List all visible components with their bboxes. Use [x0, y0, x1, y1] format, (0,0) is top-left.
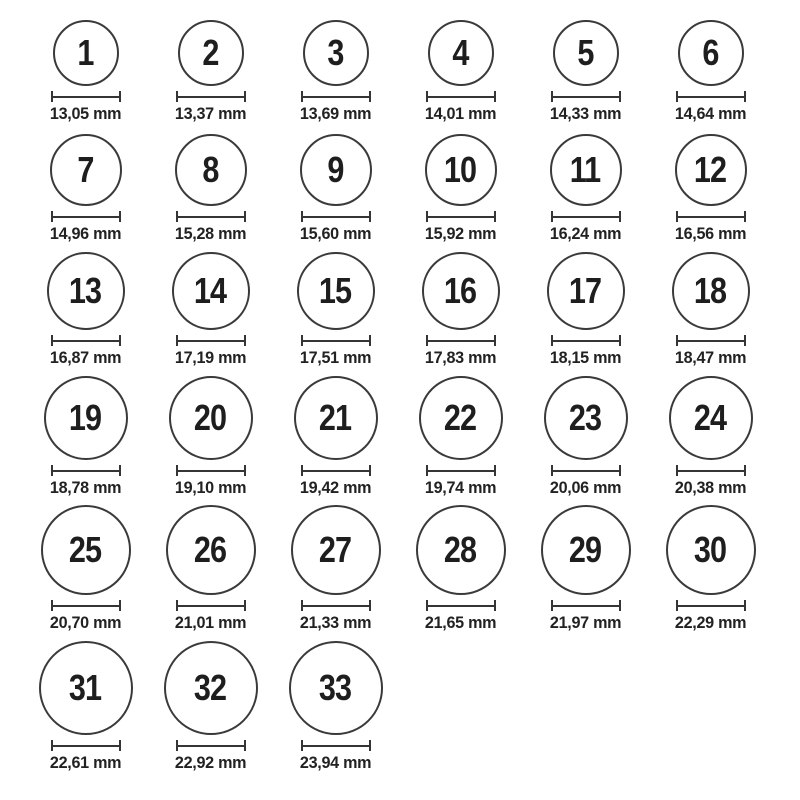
ring-size-number: 24: [694, 397, 727, 438]
ring-diameter-label: 17,83 mm: [424, 348, 497, 367]
diameter-ruler-icon: [51, 600, 121, 611]
ruler-line: [553, 216, 619, 218]
ring-circle: [39, 641, 133, 735]
ring-circle: [41, 505, 131, 595]
ring-size-number: 18: [694, 270, 727, 311]
diameter-ruler-icon: [176, 465, 246, 476]
ring-size-cell: [648, 498, 773, 633]
chart-row: [23, 498, 800, 633]
ring-circle: [294, 376, 378, 460]
chart-row: [23, 124, 800, 244]
ring-size-number: 28: [444, 529, 477, 570]
ring-size-number: 16: [444, 270, 477, 311]
ring-circle: [422, 252, 500, 330]
diameter-ruler-icon: [551, 91, 621, 102]
ring-diameter-label: 21,65 mm: [424, 613, 497, 632]
ring-diameter-label: 19,74 mm: [424, 478, 497, 497]
ring-size-cell: [273, 244, 398, 368]
ruler-line: [553, 96, 619, 98]
ring-circle: [666, 505, 756, 595]
ring-circle: [289, 641, 383, 735]
ring-circle: [416, 505, 506, 595]
ring-diameter-label: 13,05 mm: [49, 104, 122, 123]
ring-size-cell: [648, 368, 773, 498]
ruler-line: [428, 96, 494, 98]
ring-size-number: 33: [319, 667, 352, 708]
ring-circle: [50, 134, 122, 206]
ring-size-cell: [23, 498, 148, 633]
diameter-ruler-icon: [676, 335, 746, 346]
ring-diameter-label: 19,10 mm: [174, 478, 247, 497]
ring-size-cell: [648, 244, 773, 368]
chart-row: [23, 633, 800, 773]
ring-size-cell: [23, 244, 148, 368]
ring-diameter-label: 21,97 mm: [549, 613, 622, 632]
diameter-ruler-icon: [176, 335, 246, 346]
ring-size-number: 19: [69, 397, 102, 438]
ring-size-number: 29: [569, 529, 602, 570]
ring-circle: [169, 376, 253, 460]
ring-size-number: 13: [69, 270, 102, 311]
diameter-ruler-icon: [426, 335, 496, 346]
ring-size-number: 20: [194, 397, 227, 438]
diameter-ruler-icon: [301, 91, 371, 102]
ring-size-number: 27: [319, 529, 352, 570]
ring-size-cell: [398, 244, 523, 368]
ring-size-cell: [148, 633, 273, 773]
diameter-ruler-icon: [676, 465, 746, 476]
diameter-ruler-icon: [301, 600, 371, 611]
ring-circle: [428, 20, 494, 86]
ring-diameter-label: 23,94 mm: [299, 753, 372, 772]
chart-row: [23, 244, 800, 368]
ring-size-cell: [23, 0, 148, 124]
ruler-line: [428, 340, 494, 342]
ring-circle: [425, 134, 497, 206]
ring-size-number: 15: [319, 270, 352, 311]
diameter-ruler-icon: [301, 740, 371, 751]
ring-circle: [53, 20, 119, 86]
ring-size-number: 26: [194, 529, 227, 570]
ring-diameter-label: 15,92 mm: [424, 224, 497, 243]
ring-size-cell: [398, 368, 523, 498]
ruler-line: [53, 216, 119, 218]
ruler-line: [553, 605, 619, 607]
ring-diameter-label: 20,06 mm: [549, 478, 622, 497]
ruler-line: [53, 96, 119, 98]
ring-size-number: 1: [77, 32, 94, 73]
ruler-line: [678, 605, 744, 607]
diameter-ruler-icon: [51, 91, 121, 102]
ring-circle: [544, 376, 628, 460]
ring-size-number: 6: [702, 32, 719, 73]
ruler-line: [178, 605, 244, 607]
ruler-line: [428, 605, 494, 607]
ruler-line: [303, 745, 369, 747]
ring-circle: [547, 252, 625, 330]
ring-size-cell: [23, 633, 148, 773]
ring-size-number: 23: [569, 397, 602, 438]
chart-row: [23, 368, 800, 498]
ruler-line: [53, 745, 119, 747]
ring-diameter-label: 20,70 mm: [49, 613, 122, 632]
ring-size-cell: [273, 0, 398, 124]
ring-circle: [44, 376, 128, 460]
ring-size-cell: [148, 0, 273, 124]
ring-diameter-label: 16,87 mm: [49, 348, 122, 367]
ring-size-number: 5: [577, 32, 594, 73]
ring-size-cell: [648, 0, 773, 124]
ring-circle: [164, 641, 258, 735]
diameter-ruler-icon: [426, 211, 496, 222]
ring-size-number: 9: [327, 149, 344, 190]
ring-circle: [541, 505, 631, 595]
ring-circle: [553, 20, 619, 86]
ring-diameter-label: 13,69 mm: [299, 104, 372, 123]
ruler-line: [178, 216, 244, 218]
ring-size-number: 25: [69, 529, 102, 570]
diameter-ruler-icon: [51, 465, 121, 476]
ring-size-cell: [523, 0, 648, 124]
diameter-ruler-icon: [426, 465, 496, 476]
ring-diameter-label: 15,28 mm: [174, 224, 247, 243]
ring-diameter-label: 18,15 mm: [549, 348, 622, 367]
ring-size-cell: [148, 498, 273, 633]
diameter-ruler-icon: [551, 211, 621, 222]
ring-circle: [178, 20, 244, 86]
ring-size-cell: [273, 498, 398, 633]
ring-size-number: 21: [319, 397, 352, 438]
ring-circle: [675, 134, 747, 206]
ring-circle: [300, 134, 372, 206]
ring-size-number: 2: [202, 32, 219, 73]
ring-circle: [172, 252, 250, 330]
ring-circle: [47, 252, 125, 330]
ring-size-cell: [23, 368, 148, 498]
diameter-ruler-icon: [301, 211, 371, 222]
diameter-ruler-icon: [51, 211, 121, 222]
diameter-ruler-icon: [676, 600, 746, 611]
ring-circle: [669, 376, 753, 460]
ring-circle: [166, 505, 256, 595]
ring-size-cell: [273, 633, 398, 773]
diameter-ruler-icon: [551, 335, 621, 346]
ruler-line: [178, 340, 244, 342]
ring-circle: [175, 134, 247, 206]
ruler-line: [53, 605, 119, 607]
ring-diameter-label: 14,96 mm: [49, 224, 122, 243]
ring-size-number: 31: [69, 667, 102, 708]
ring-circle: [297, 252, 375, 330]
diameter-ruler-icon: [676, 91, 746, 102]
ring-circle: [678, 20, 744, 86]
ring-diameter-label: 21,33 mm: [299, 613, 372, 632]
ring-size-cell: [523, 498, 648, 633]
diameter-ruler-icon: [176, 740, 246, 751]
ring-diameter-label: 16,56 mm: [674, 224, 747, 243]
ruler-line: [678, 96, 744, 98]
ring-diameter-label: 17,19 mm: [174, 348, 247, 367]
ring-diameter-label: 20,38 mm: [674, 478, 747, 497]
ring-size-cell: [523, 124, 648, 244]
ring-size-number: 3: [327, 32, 344, 73]
ring-circle: [419, 376, 503, 460]
ring-diameter-label: 18,47 mm: [674, 348, 747, 367]
ring-size-cell: [23, 124, 148, 244]
diameter-ruler-icon: [51, 335, 121, 346]
ring-circle: [672, 252, 750, 330]
ring-size-number: 11: [570, 149, 601, 190]
ring-diameter-label: 16,24 mm: [549, 224, 622, 243]
ring-circle: [303, 20, 369, 86]
ruler-line: [553, 340, 619, 342]
ruler-line: [178, 745, 244, 747]
ring-size-cell: [273, 124, 398, 244]
ring-diameter-label: 17,51 mm: [299, 348, 372, 367]
ring-size-cell: [523, 368, 648, 498]
ruler-line: [53, 340, 119, 342]
diameter-ruler-icon: [426, 600, 496, 611]
diameter-ruler-icon: [301, 465, 371, 476]
ruler-line: [178, 470, 244, 472]
ruler-line: [428, 216, 494, 218]
ring-diameter-label: 15,60 mm: [299, 224, 372, 243]
ring-diameter-label: 22,29 mm: [674, 613, 747, 632]
ring-size-number: 30: [694, 529, 727, 570]
ring-diameter-label: 22,61 mm: [49, 753, 122, 772]
diameter-ruler-icon: [176, 91, 246, 102]
ring-diameter-label: 14,01 mm: [424, 104, 497, 123]
diameter-ruler-icon: [551, 465, 621, 476]
diameter-ruler-icon: [51, 740, 121, 751]
ring-size-cell: [273, 368, 398, 498]
ring-size-cell: [398, 0, 523, 124]
ring-size-number: 4: [452, 32, 469, 73]
ring-size-number: 32: [194, 667, 227, 708]
diameter-ruler-icon: [176, 600, 246, 611]
ruler-line: [678, 470, 744, 472]
ring-diameter-label: 14,33 mm: [549, 104, 622, 123]
ruler-line: [53, 470, 119, 472]
diameter-ruler-icon: [676, 211, 746, 222]
ring-size-cell: [148, 244, 273, 368]
ring-diameter-label: 13,37 mm: [174, 104, 247, 123]
ruler-line: [303, 605, 369, 607]
ruler-line: [303, 470, 369, 472]
diameter-ruler-icon: [551, 600, 621, 611]
ring-diameter-label: 18,78 mm: [49, 478, 122, 497]
ring-size-cell: [398, 498, 523, 633]
ring-size-number: 17: [569, 270, 602, 311]
ring-diameter-label: 14,64 mm: [674, 104, 747, 123]
diameter-ruler-icon: [426, 91, 496, 102]
ring-diameter-label: 22,92 mm: [174, 753, 247, 772]
ruler-line: [303, 216, 369, 218]
ring-size-cell: [398, 124, 523, 244]
ring-diameter-label: 21,01 mm: [174, 613, 247, 632]
ring-size-number: 10: [444, 149, 477, 190]
ruler-line: [178, 96, 244, 98]
ruler-line: [428, 470, 494, 472]
ring-size-number: 22: [444, 397, 477, 438]
ring-size-number: 14: [194, 270, 227, 311]
ruler-line: [678, 340, 744, 342]
ring-size-number: 12: [694, 149, 727, 190]
ring-size-cell: [148, 124, 273, 244]
ruler-line: [303, 340, 369, 342]
chart-row: [23, 0, 800, 124]
ring-size-cell: [148, 368, 273, 498]
ring-diameter-label: 19,42 mm: [299, 478, 372, 497]
ring-circle: [550, 134, 622, 206]
ring-size-cell: [648, 124, 773, 244]
ruler-line: [678, 216, 744, 218]
ruler-line: [303, 96, 369, 98]
ruler-line: [553, 470, 619, 472]
ring-size-cell: [523, 244, 648, 368]
diameter-ruler-icon: [176, 211, 246, 222]
ring-circle: [291, 505, 381, 595]
ring-size-number: 8: [202, 149, 219, 190]
ring-size-number: 7: [77, 149, 94, 190]
diameter-ruler-icon: [301, 335, 371, 346]
